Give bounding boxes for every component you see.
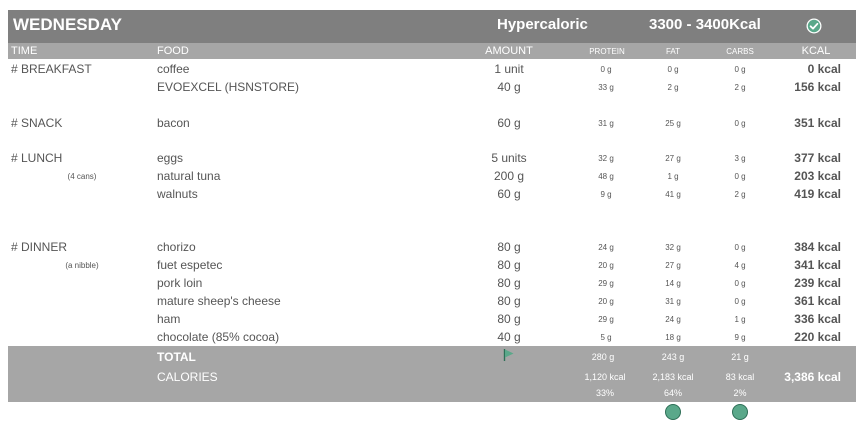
col-protein: PROTEIN: [589, 47, 625, 56]
food-carbs: 0 g: [734, 297, 746, 306]
meal-label: # LUNCH: [11, 151, 63, 165]
fat-kcal: 2,183 kcal: [652, 372, 694, 382]
food-amount: 80 g: [497, 240, 521, 254]
food-name: fuet espetec: [157, 258, 223, 272]
food-name: bacon: [157, 116, 190, 130]
food-name: EVOEXCEL (HSNSTORE): [157, 80, 300, 94]
food-kcal: 239 kcal: [794, 276, 841, 290]
fat-status-icon: [665, 404, 681, 420]
check-circle-icon: [806, 18, 822, 39]
food-name: coffee: [157, 62, 190, 76]
day-title: WEDNESDAY: [13, 15, 122, 34]
col-amount: AMOUNT: [485, 45, 533, 57]
food-protein: 20 g: [598, 297, 614, 306]
food-amount: 5 units: [491, 151, 527, 165]
meal-label: # SNACK: [11, 116, 63, 130]
food-amount: 60 g: [497, 187, 521, 201]
food-carbs: 2 g: [734, 190, 746, 199]
food-kcal: 384 kcal: [794, 240, 841, 254]
food-fat: 1 g: [667, 172, 679, 181]
food-carbs: 0 g: [734, 172, 746, 181]
plan-type: Hypercaloric: [497, 16, 588, 33]
food-kcal: 156 kcal: [794, 80, 841, 94]
kcal-range: 3300 - 3400Kcal: [649, 16, 761, 33]
food-name: natural tuna: [157, 169, 221, 183]
food-name: eggs: [157, 151, 184, 165]
food-amount: 60 g: [497, 116, 521, 130]
food-protein: 29 g: [598, 279, 614, 288]
food-fat: 18 g: [665, 333, 681, 342]
meal-label: # DINNER: [11, 240, 68, 254]
food-kcal: 377 kcal: [794, 151, 841, 165]
food-kcal: 419 kcal: [794, 187, 841, 201]
meal-note: (a nibble): [65, 261, 99, 270]
total-kcal: 3,386 kcal: [784, 370, 841, 384]
carbs-kcal: 83 kcal: [725, 372, 755, 382]
food-carbs: 1 g: [734, 315, 746, 324]
food-name: pork loin: [157, 276, 203, 290]
food-amount: 80 g: [497, 294, 521, 308]
total-protein: 280 g: [591, 352, 615, 362]
food-protein: 31 g: [598, 119, 614, 128]
food-fat: 27 g: [665, 154, 681, 163]
col-food: FOOD: [157, 45, 189, 57]
food-protein: 20 g: [598, 261, 614, 270]
food-kcal: 361 kcal: [794, 294, 841, 308]
food-carbs: 9 g: [734, 333, 746, 342]
food-amount: 80 g: [497, 312, 521, 326]
calories-label: CALORIES: [157, 370, 218, 384]
flag-icon: [503, 348, 515, 367]
col-time: TIME: [11, 45, 38, 57]
food-kcal: 220 kcal: [794, 330, 841, 344]
meal-note: (4 cans): [67, 172, 97, 181]
food-protein: 48 g: [598, 172, 614, 181]
food-amount: 80 g: [497, 258, 521, 272]
food-protein: 9 g: [600, 190, 612, 199]
total-carbs: 21 g: [731, 352, 749, 362]
food-protein: 0 g: [600, 65, 612, 74]
col-fat: FAT: [665, 47, 681, 56]
food-fat: 2 g: [667, 83, 679, 92]
col-kcal: KCAL: [801, 45, 831, 57]
food-carbs: 0 g: [734, 279, 746, 288]
food-amount: 40 g: [497, 80, 521, 94]
food-protein: 33 g: [598, 83, 614, 92]
total-fat: 243 g: [661, 352, 685, 362]
food-fat: 14 g: [665, 279, 681, 288]
food-kcal: 336 kcal: [794, 312, 841, 326]
carbs-status-icon: [732, 404, 748, 420]
food-carbs: 0 g: [734, 243, 746, 252]
food-kcal: 351 kcal: [794, 116, 841, 130]
food-amount: 40 g: [497, 330, 521, 344]
food-amount: 1 unit: [494, 62, 524, 76]
food-carbs: 0 g: [734, 65, 746, 74]
food-fat: 27 g: [665, 261, 681, 270]
food-fat: 24 g: [665, 315, 681, 324]
food-fat: 0 g: [667, 65, 679, 74]
food-protein: 29 g: [598, 315, 614, 324]
food-carbs: 3 g: [734, 154, 746, 163]
food-name: ham: [157, 312, 181, 326]
food-carbs: 4 g: [734, 261, 746, 270]
food-kcal: 0 kcal: [807, 62, 841, 76]
food-fat: 41 g: [665, 190, 681, 199]
fat-pct: 64%: [663, 388, 683, 398]
food-protein: 32 g: [598, 154, 614, 163]
food-amount: 80 g: [497, 276, 521, 290]
food-name: mature sheep's cheese: [157, 294, 281, 308]
food-fat: 32 g: [665, 243, 681, 252]
food-name: chocolate (85% cocoa): [157, 330, 280, 344]
food-carbs: 0 g: [734, 119, 746, 128]
protein-kcal: 1,120 kcal: [584, 372, 626, 382]
protein-pct: 33%: [595, 388, 615, 398]
food-fat: 31 g: [665, 297, 681, 306]
total-label: TOTAL: [157, 350, 196, 364]
carbs-pct: 2%: [733, 388, 747, 398]
meal-label: # BREAKFAST: [11, 62, 92, 76]
food-protein: 5 g: [600, 333, 612, 342]
food-kcal: 203 kcal: [794, 169, 841, 183]
food-carbs: 2 g: [734, 83, 746, 92]
food-name: chorizo: [157, 240, 196, 254]
food-amount: 200 g: [493, 169, 525, 183]
food-kcal: 341 kcal: [794, 258, 841, 272]
food-protein: 24 g: [598, 243, 614, 252]
food-fat: 25 g: [665, 119, 681, 128]
food-name: walnuts: [157, 187, 198, 201]
col-carbs: CARBS: [726, 47, 754, 56]
